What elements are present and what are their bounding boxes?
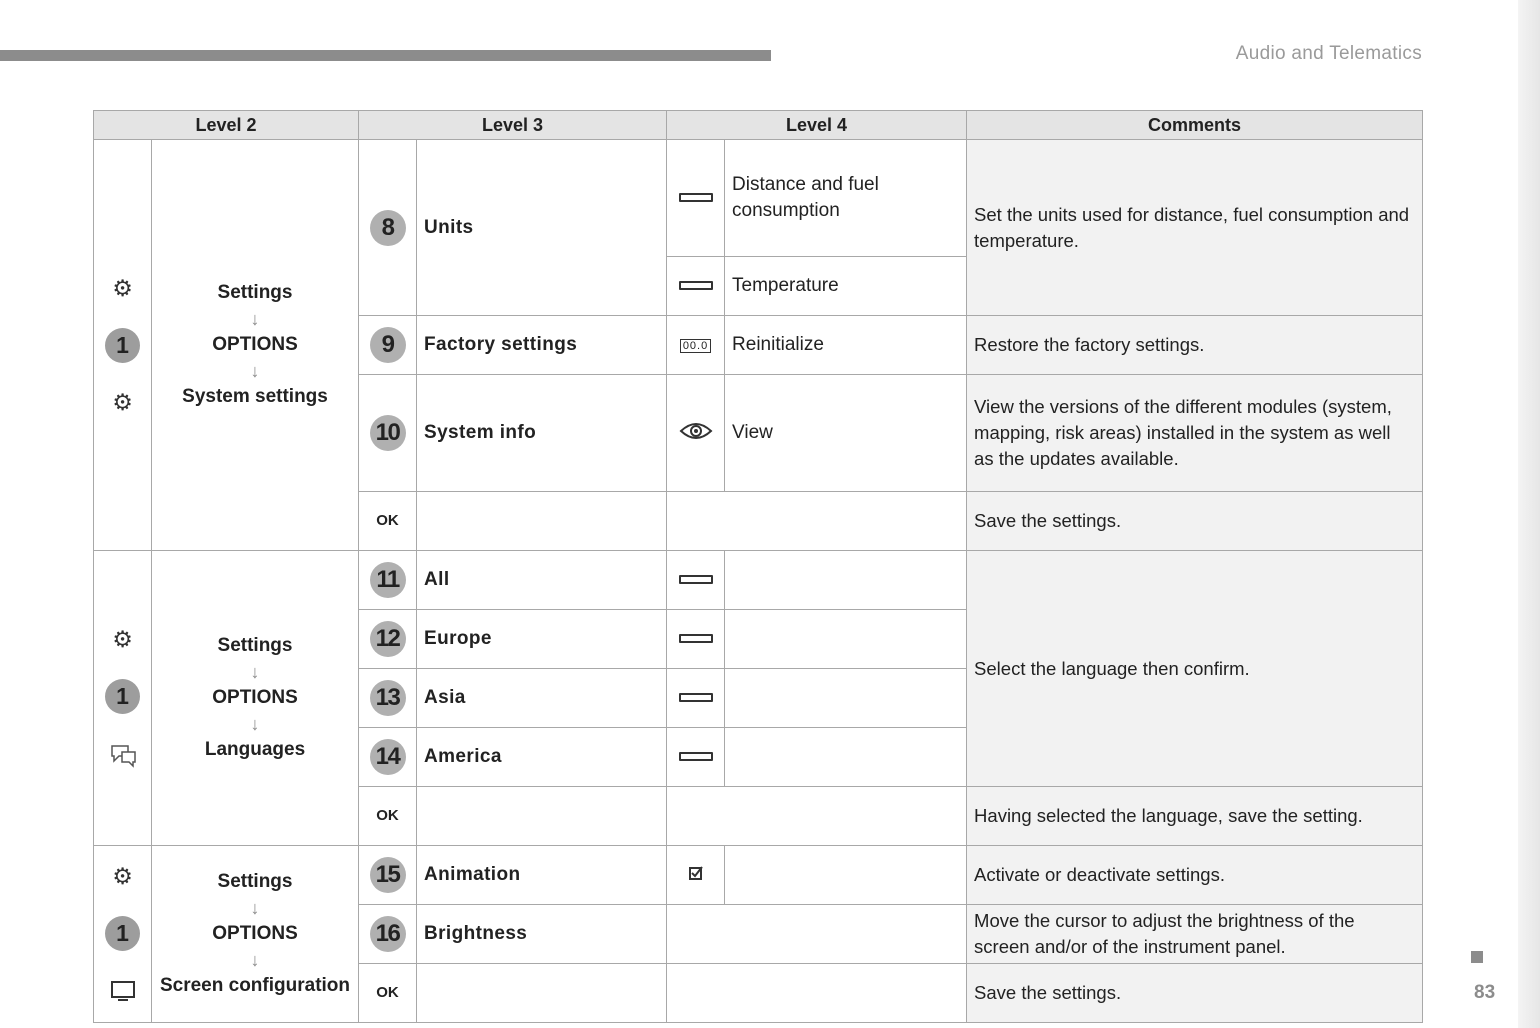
- system-settings-icon: ⚙: [112, 388, 133, 415]
- menu-item-europe[interactable]: Europe: [417, 610, 667, 669]
- checkbox-icon[interactable]: [688, 865, 704, 881]
- ok-button[interactable]: OK: [376, 807, 399, 824]
- path-step: Settings: [217, 871, 293, 892]
- comment-brightness: Move the cursor to adjust the brightness of the screen and/or of the instrument panel.: [967, 905, 1423, 964]
- header-rule: [0, 50, 771, 61]
- down-arrow-icon: ↓: [250, 950, 260, 970]
- languages-icon: [108, 742, 138, 768]
- settings-gear-icon: ⚙: [112, 626, 133, 652]
- menu-item-units[interactable]: Units: [417, 140, 667, 316]
- path-step: Screen configuration: [159, 975, 351, 996]
- number-badge: 14: [370, 739, 406, 775]
- selection-bar-icon: [679, 193, 713, 202]
- down-arrow-icon: ↓: [250, 898, 260, 918]
- step-badge: 1: [105, 916, 140, 951]
- selection-bar-icon: [679, 752, 713, 761]
- step-badge: 1: [105, 679, 140, 714]
- settings-gear-icon: ⚙: [112, 274, 133, 301]
- table-row: [94, 846, 1423, 905]
- section-title: Audio and Telematics: [1235, 43, 1422, 64]
- path-step: Settings: [217, 635, 293, 656]
- header-level4: Level 4: [667, 111, 967, 140]
- path-step: Settings: [217, 282, 293, 303]
- header-level3: Level 3: [359, 111, 667, 140]
- number-badge: 9: [370, 327, 406, 363]
- menu-item-america[interactable]: America: [417, 728, 667, 787]
- path-step: OPTIONS: [212, 687, 298, 708]
- menu-item-asia[interactable]: Asia: [417, 669, 667, 728]
- comment-save-screen: Save the settings.: [967, 964, 1423, 1023]
- menu-path: [152, 846, 359, 1023]
- menu-item-factory-settings[interactable]: Factory settings: [417, 316, 667, 375]
- page-edge: [1518, 0, 1540, 1028]
- screen-icon: [109, 979, 137, 1003]
- menu-table: [93, 110, 1423, 1023]
- group-icons: [94, 140, 152, 551]
- page-marker-square: [1471, 951, 1483, 963]
- path-step: OPTIONS: [212, 923, 298, 944]
- group-icons: [94, 551, 152, 846]
- ok-button[interactable]: OK: [376, 984, 399, 1001]
- menu-path: [152, 551, 359, 846]
- comment-system-info: View the versions of the different modules (system, mapping, risk areas) installed in the system as well as the updates available.: [967, 375, 1423, 492]
- reset-counter-icon: 00.0: [680, 339, 711, 353]
- group-icons: [94, 846, 152, 1023]
- number-badge: 15: [370, 857, 406, 893]
- menu-item-system-info[interactable]: System info: [417, 375, 667, 492]
- menu-item-brightness[interactable]: Brightness: [417, 905, 667, 964]
- down-arrow-icon: ↓: [250, 361, 260, 381]
- option-distance-fuel[interactable]: Distance and fuel consumption: [725, 140, 967, 257]
- header-level2: Level 2: [94, 111, 359, 140]
- comment-save: Save the settings.: [967, 492, 1423, 551]
- number-badge: 16: [370, 916, 406, 952]
- comment-language: Select the language then confirm.: [967, 551, 1423, 787]
- menu-path: [152, 140, 359, 551]
- comment-save-language: Having selected the language, save the setting.: [967, 787, 1423, 846]
- number-badge: 11: [370, 562, 406, 598]
- menu-item-animation[interactable]: Animation: [417, 846, 667, 905]
- comment-units: Set the units used for distance, fuel consumption and temperature.: [967, 140, 1423, 316]
- path-step: Languages: [204, 739, 306, 760]
- down-arrow-icon: ↓: [250, 662, 260, 682]
- selection-bar-icon: [679, 575, 713, 584]
- number-badge: 8: [370, 210, 406, 246]
- ok-button[interactable]: OK: [376, 512, 399, 529]
- number-badge: 13: [370, 680, 406, 716]
- header-comments: Comments: [967, 111, 1423, 140]
- down-arrow-icon: ↓: [250, 714, 260, 734]
- down-arrow-icon: ↓: [250, 309, 260, 329]
- page-number: 83: [1474, 982, 1496, 1003]
- table-row: [94, 140, 1423, 257]
- eye-icon: [679, 421, 713, 441]
- option-temperature[interactable]: Temperature: [725, 257, 967, 316]
- selection-bar-icon: [679, 281, 713, 290]
- path-step: System settings: [182, 386, 328, 407]
- path-step: OPTIONS: [212, 334, 298, 355]
- comment-factory: Restore the factory settings.: [967, 316, 1423, 375]
- option-view[interactable]: View: [725, 375, 967, 492]
- number-badge: 10: [370, 415, 406, 451]
- selection-bar-icon: [679, 693, 713, 702]
- table-row: [94, 551, 1423, 610]
- menu-item-all[interactable]: All: [417, 551, 667, 610]
- number-badge: 12: [370, 621, 406, 657]
- selection-bar-icon: [679, 634, 713, 643]
- comment-animation: Activate or deactivate settings.: [967, 846, 1423, 905]
- option-reinitialize[interactable]: Reinitialize: [725, 316, 967, 375]
- settings-gear-icon: ⚙: [112, 863, 133, 889]
- step-badge: 1: [105, 328, 140, 363]
